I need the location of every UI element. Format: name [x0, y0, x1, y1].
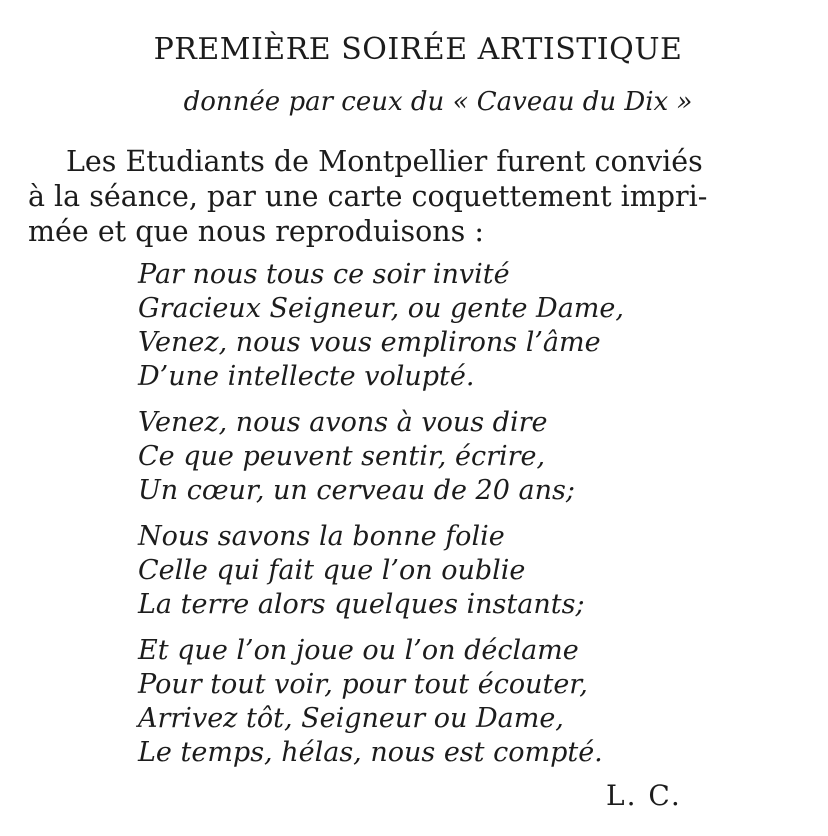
poem-verse: Celle qui fait que l’on oublie: [138, 555, 526, 586]
poem-verse: D’une intellecte volupté.: [138, 361, 475, 392]
poem-stanza: [138, 520, 624, 622]
poem-verse: Un cœur, un cerveau de 20 ans;: [138, 475, 575, 506]
poem-verse: Venez, nous vous emplirons l’âme: [138, 327, 601, 358]
poem-verse: La terre alors quelques instants;: [138, 589, 585, 620]
poem-verse: Et que l’on joue ou l’on déclame: [138, 635, 579, 666]
poem-verse: Le temps, hélas, nous est compté.: [138, 737, 603, 768]
poem-verse: Gracieux Seigneur, ou gente Dame,: [138, 293, 624, 324]
intro-line: mée et que nous reproduisons :: [28, 215, 484, 248]
poem-stanza: [138, 406, 624, 508]
poem-verse: Nous savons la bonne folie: [138, 521, 505, 552]
poem-verse: Arrivez tôt, Seigneur ou Dame,: [138, 703, 564, 734]
poem-verse: Par nous tous ce soir invité: [138, 259, 510, 290]
poem-verse: Venez, nous avons à vous dire: [138, 407, 548, 438]
intro-paragraph: [28, 144, 788, 249]
poem-stanza: [138, 634, 624, 770]
poem: [138, 258, 624, 782]
page-subtitle: donnée par ceux du « Caveau du Dix »: [183, 87, 693, 117]
intro-line: à la séance, par une carte coquettement impri-: [28, 180, 708, 213]
poem-verse: Ce que peuvent sentir, écrire,: [138, 441, 546, 472]
page-title: PREMIÈRE SOIRÉE ARTISTIQUE: [153, 32, 683, 67]
intro-line: Les Etudiants de Montpellier furent conviés: [66, 145, 703, 178]
signature: L. C.: [606, 779, 682, 812]
poem-stanza: [138, 258, 624, 394]
poem-verse: Pour tout voir, pour tout écouter,: [138, 669, 588, 700]
